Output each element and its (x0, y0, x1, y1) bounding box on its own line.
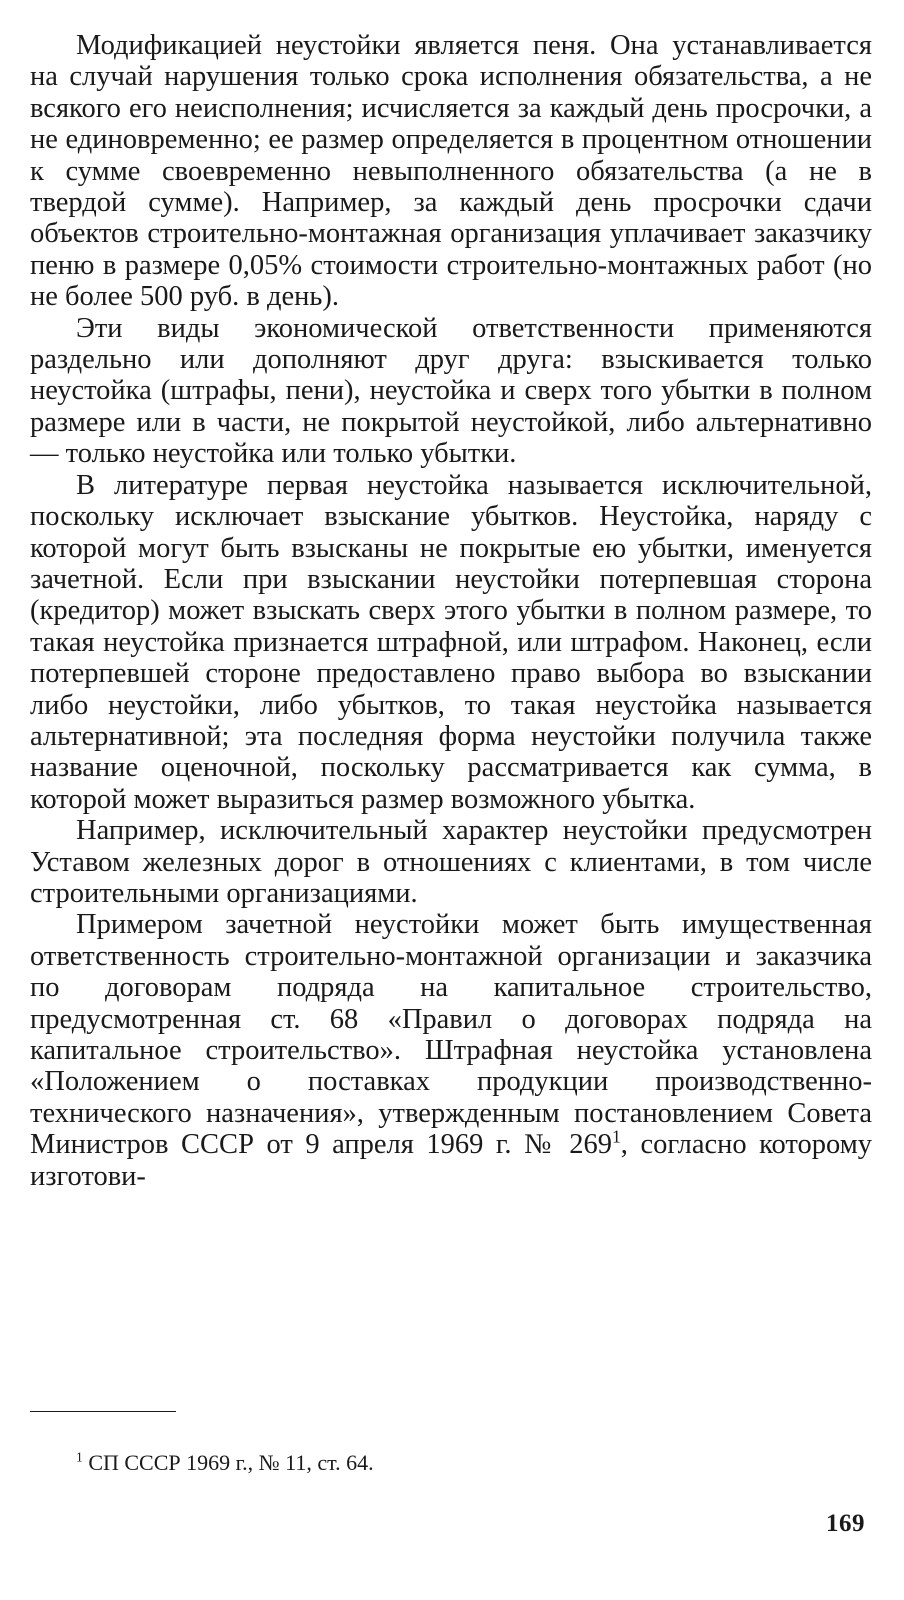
paragraph: Модификацией неустойки является пеня. Она устанавливается на случай нарушения только срока исполнения обязательства, а не всякого его неисполнения; исчисляется за каждый день просрочки, а не единовременно; ее размер определяется в процентном отношении к сумме своевременно невыполненного обязательства (а не в твердой сумме). Например, за каждый день просрочки сдачи объектов строительно-монтажная организация уплачивает заказчику пеню в размере 0,05% стоимости строительно-монтажных работ (но не более 500 руб. в день). (30, 30, 872, 313)
main-text (30, 30, 872, 1192)
footnote-reference[interactable]: 1 (611, 1126, 621, 1147)
footnote-divider (30, 1411, 176, 1412)
paragraph: Эти виды экономической ответственности применяются раздельно или дополняют друг друга: взыскивается только неустойка (штрафы, пени), неустойка и сверх того убытки в полном размере или в части, не покрытой неустойкой, либо альтернативно — только неустойка или только убытки. (30, 312, 872, 470)
footnote-mark: 1 (76, 1449, 83, 1465)
paragraph-text-continued: , согласно которому изготови- (30, 1129, 873, 1192)
paragraph: Например, исключительный характер неустойки предусмотрен Уставом железных дорог в отношениях с клиентами, в том числе строительными организациями. (30, 815, 872, 909)
footnote (76, 1450, 374, 1476)
footnote-text: СП СССР 1969 г., № 11, ст. 64. (88, 1450, 374, 1475)
page-number: 169 (826, 1510, 865, 1537)
paragraph-text: Примером зачетной неустойки может быть имущественная ответственность строительно-монтажной организации и заказчика по договорам подряда на капитальное строительство, предусмотренная ст. 68 «Правил о договорах подряда на капитальное строительство». Штрафная неустойка установлена «Положением о поставках продукции производственно-технического назначения», утвержденным постановлением Совета Министров СССР от 9 апреля 1969 г. № 269 (30, 909, 872, 1161)
paragraph-with-footnote (30, 909, 872, 1192)
paragraph: В литературе первая неустойка называется исключительной, поскольку исключает взыскание убытков. Неустойка, наряду с которой могут быть взысканы не покрытые ею убытки, именуется зачетной. Если при взыскании неустойки потерпевшая сторона (кредитор) может взыскать сверх этого убытки в полном размере, то такая неустойка признается штрафной, или штрафом. Наконец, если потерпевшей стороне предоставлено право выбора во взыскании либо неустойки, либо убытков, то такая неустойка называется альтернативной; эта последняя форма неустойки получила также название оценочной, поскольку рассматривается как сумма, в которой может выразиться размер возможного убытка. (30, 469, 872, 815)
